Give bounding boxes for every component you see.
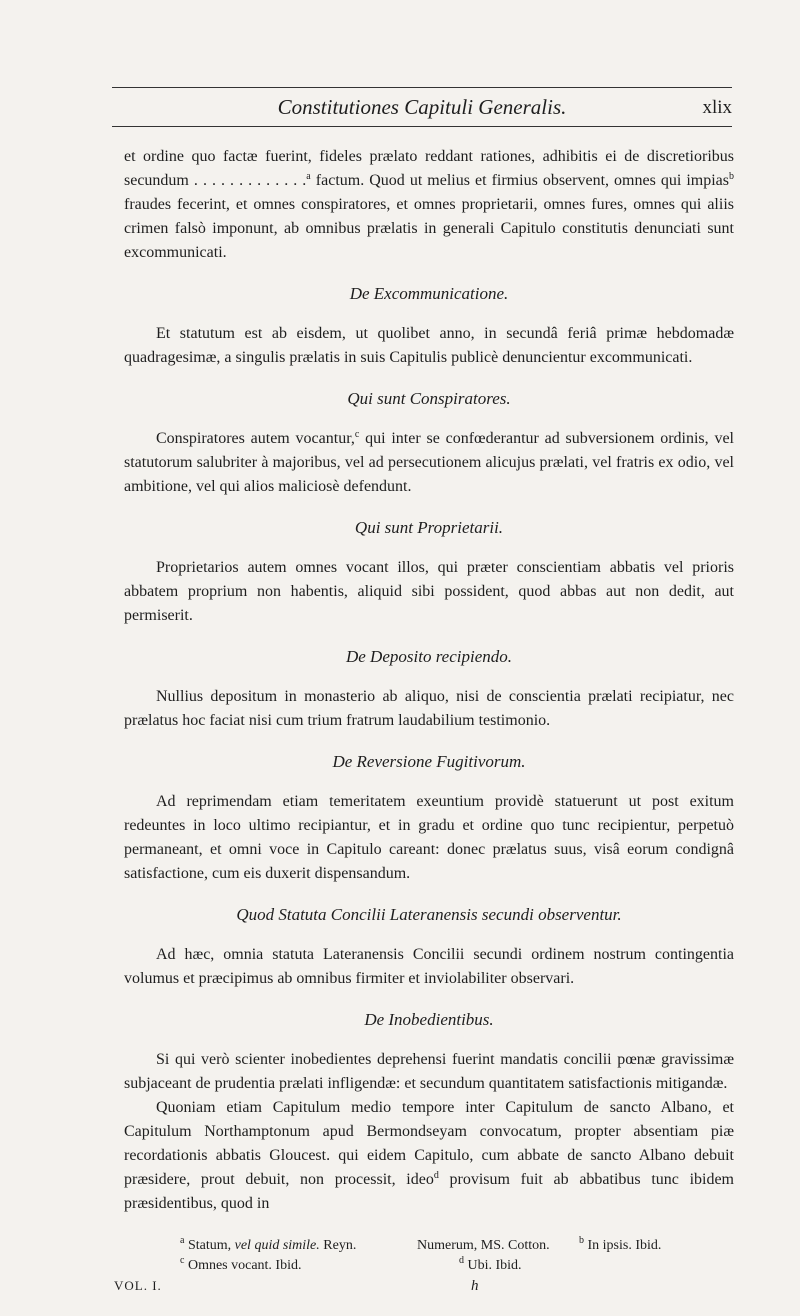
paragraph-1: [124, 145, 734, 265]
footnote-a-mark: a: [180, 1235, 185, 1246]
running-title: Constitutiones Capituli Generalis.: [277, 95, 567, 119]
footnote-ref-d: d: [433, 1170, 439, 1181]
heading-conspiratores: Qui sunt Conspiratores.: [347, 389, 511, 408]
footnote-row-1: [124, 1236, 734, 1256]
footnote-c-mark: c: [180, 1255, 185, 1266]
footnote-a: [180, 1236, 356, 1256]
footnote-c: [180, 1256, 301, 1276]
heading-reversione: De Reversione Fugitivorum.: [332, 752, 526, 771]
heading-inobedientibus: De Inobedientibus.: [364, 1010, 494, 1029]
footnote-a-text-1: Statum,: [184, 1238, 235, 1253]
footnotes: [114, 1235, 734, 1296]
footnote-d-mark: d: [459, 1255, 464, 1266]
paragraph-1-text-b: factum. Quod ut melius et firmius observent, omnes qui impias: [310, 172, 730, 189]
footnote-b-text: In ipsis. Ibid.: [584, 1238, 662, 1253]
paragraph-6: Ad reprimendam etiam temeritatem exeuntium providè statuerunt ut post exitum redeuntes in loco ultimo recipiantur, et in gradu et ordine quo tunc recipientur, perpetuò permaneant, et omni voce in Capitulo careant: donec prælatus suus, visâ eorum condignâ satisfactione, cum eis duxerit dispensandum.: [124, 793, 734, 882]
footnote-ref-a: a: [306, 171, 311, 182]
paragraph-5: Nullius depositum in monasterio ab aliquo, nisi de conscientia prælati recipiatur, nec prælatus hoc faciat nisi cum trium fratrum laudabilium testimonio.: [124, 688, 734, 729]
paragraph-3: [124, 427, 734, 499]
page-number: xlix: [702, 97, 732, 118]
header-rule: [112, 126, 732, 127]
heading-excommunicatione: De Excommunicatione.: [349, 284, 509, 303]
footnote-d: [459, 1256, 522, 1276]
signature-mark: h: [471, 1278, 479, 1294]
heading-deposito: De Deposito recipiendo.: [345, 647, 513, 666]
footnote-ref-b: b: [729, 171, 735, 182]
footnote-ref-c: c: [354, 429, 360, 440]
footnote-c-text: Omnes vocant. Ibid.: [184, 1258, 302, 1273]
paragraph-4: Proprietarios autem omnes vocant illos, qui præter conscientiam abbatis vel prioris abbatem proprium non habentis, aliquid sibi possident, quod abbas aut non dedit, aut permiserit.: [124, 559, 734, 624]
heading-lateranensis: Quod Statuta Concilii Lateranensis secundi observentur.: [236, 905, 622, 924]
signature-row: [114, 1276, 734, 1296]
footnote-b-mark: b: [579, 1235, 584, 1246]
footnote-a-italic: vel quid simile.: [234, 1238, 320, 1253]
paragraph-9-text-b: provisum fuit ab abbatibus tunc ibidem præsidentibus, quod in: [124, 1171, 735, 1212]
paragraph-9: [124, 1096, 734, 1216]
paragraph-7: Ad hæc, omnia statuta Lateranensis Concilii secundi ordinem nostrum contingentia volumus et præcipimus ab omnibus firmiter et inviolabiliter observari.: [124, 946, 734, 987]
volume-label: VOL. I.: [114, 1278, 162, 1293]
footnote-a-numerum: Numerum, MS. Cotton.: [417, 1238, 550, 1253]
paragraph-1-text-a: et ordine quo factæ fuerint, fideles prælato reddant rationes, adhibitis ei de discretioribus secundum . . . . . . . . . . . . .: [124, 148, 734, 189]
paragraph-3-text-b: qui inter se confœderantur ad subversionem ordinis, vel statutorum salubriter à majoribus, vel ad persecutionem alicujus prælati, vel fratris ex odio, vel ambitione, vel qui alios maliciosè defendunt.: [124, 430, 734, 495]
heading-proprietarii: Qui sunt Proprietarii.: [354, 518, 504, 537]
footnote-b: [579, 1236, 661, 1256]
main-text: [124, 145, 734, 1216]
paragraph-8: Si qui verò scienter inobedientes deprehensi fuerint mandatis concilii pœnæ gravissimæ subjaceant de prudentia prælati infligendæ: et secundum quantitatem satisfactionis mitigandæ.: [124, 1051, 734, 1092]
footnote-d-text: Ubi. Ibid.: [464, 1258, 522, 1273]
footnote-a-text-2: Reyn.: [319, 1238, 357, 1253]
paragraph-3-text-a: Conspiratores autem vocantur,: [156, 430, 355, 447]
paragraph-1-text-c: fraudes fecerint, et omnes conspiratores, et omnes proprietarii, omnes fures, omnes qui aliis crimen falsò imponunt, ab omnibus prælatis in generali Capitulo constitutis denunciati sunt excommunicati.: [124, 196, 734, 261]
running-header: [112, 88, 732, 128]
footnote-row-2: [124, 1256, 734, 1276]
paragraph-2: Et statutum est ab eisdem, ut quolibet anno, in secundâ feriâ primæ hebdomadæ quadragesimæ, a singulis prælatis in suis Capitulis publicè denuncientur excommunicati.: [124, 325, 734, 366]
paragraph-9-text-a: Quoniam etiam Capitulum medio tempore inter Capitulum de sancto Albano, et Capitulum Northamptonum apud Bermondseyam convocatum, propter absentiam piæ recordationis abbatis Gloucest. qui eidem Capitulo, cum abbate de sancto Albano debuit præsidere, prout debuit, non processit, ideo: [124, 1099, 734, 1188]
